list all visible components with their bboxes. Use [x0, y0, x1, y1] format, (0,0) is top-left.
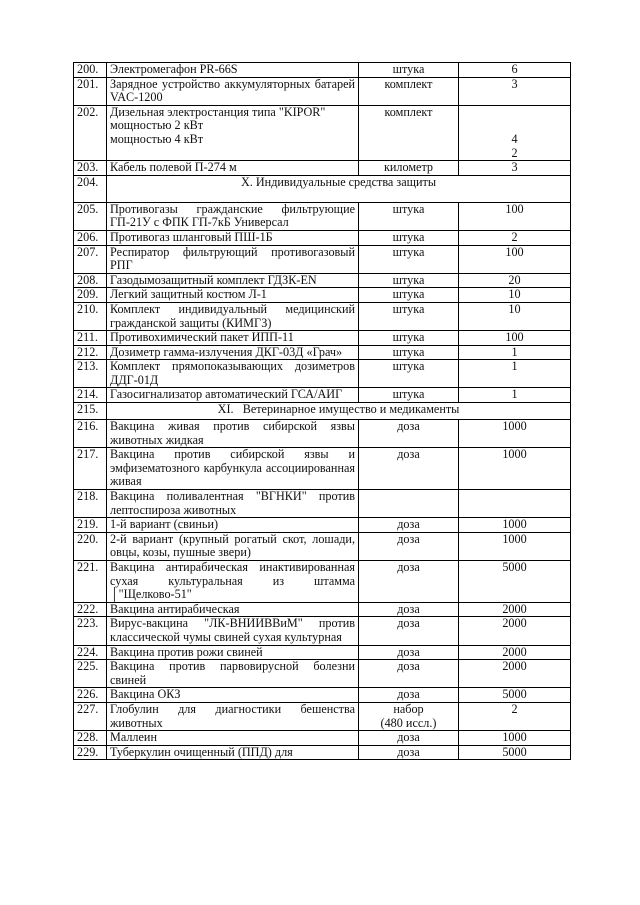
row-number: 222. [74, 602, 107, 617]
unit-of-measure-line: доза [397, 616, 420, 631]
quantity-line: 2000 [502, 616, 527, 631]
item-name [107, 490, 359, 518]
item-name [107, 617, 359, 645]
quantity [459, 448, 571, 490]
unit-of-measure-line: штука [392, 387, 425, 402]
row-number: 228. [74, 731, 107, 746]
item-name-line: Комплект прямопоказывающих дозиметров ДДГ-01Д [110, 359, 355, 387]
item-name [107, 77, 359, 105]
quantity [459, 105, 571, 160]
item-name-line: Глобулин для диагностики бешенства животных [110, 701, 355, 730]
item-name-line: Дизельная электростанция типа "KIPOR" [110, 104, 326, 119]
item-name [107, 230, 359, 245]
inventory-table [73, 62, 571, 760]
row-number: 210. [74, 302, 107, 330]
unit-of-measure [359, 288, 459, 303]
item-name-line: Респиратор фильтрующий противогазовый РПГ [110, 244, 355, 273]
section-title: X. Индивидуальные средства защиты [107, 175, 571, 202]
quantity [459, 245, 571, 273]
unit-of-measure-line: километр [383, 160, 434, 175]
unit-of-measure [359, 602, 459, 617]
unit-of-measure-line: доза [397, 447, 420, 462]
quantity [459, 561, 571, 603]
unit-of-measure [359, 420, 459, 448]
row-number: 218. [74, 490, 107, 518]
item-name-line: Вакцина антирабическая инактивированная сухая культуральная из штамма │"Щелково-51" [110, 560, 355, 602]
unit-of-measure [359, 161, 459, 176]
table-row [74, 230, 571, 245]
unit-of-measure [359, 518, 459, 533]
unit-of-measure-line: доза [397, 531, 420, 546]
unit-of-measure-line: доза [397, 419, 420, 434]
quantity [459, 77, 571, 105]
table-row [74, 518, 571, 533]
unit-of-measure [359, 731, 459, 746]
item-name-line: Вирус-вакцина "ЛК-ВНИИВВиМ" против классической чумы свиней сухая культурная [110, 616, 355, 644]
unit-of-measure [359, 331, 459, 346]
quantity [459, 660, 571, 688]
item-name-line: Кабель полевой П-274 м [110, 160, 237, 175]
unit-of-measure [359, 360, 459, 388]
quantity-line [462, 490, 567, 504]
quantity-line: 100 [505, 201, 524, 216]
table-row [74, 532, 571, 560]
row-number: 217. [74, 448, 107, 490]
item-name [107, 688, 359, 703]
unit-of-measure [359, 273, 459, 288]
item-name [107, 245, 359, 273]
item-name-line: Легкий защитный костюм Л-1 [110, 287, 267, 302]
row-number: 214. [74, 388, 107, 403]
item-name [107, 532, 359, 560]
unit-of-measure-line: (480 иссл.) [380, 715, 437, 730]
item-name-line: 2-й вариант (крупный рогатый скот, лошади, овцы, козы, пушные звери) [110, 531, 355, 560]
item-name-line: мощностью 4 кВт [110, 131, 204, 146]
item-name-line: Зарядное устройство аккумуляторных батарей VAC-1200 [110, 76, 355, 105]
table-row [74, 302, 571, 330]
item-name [107, 360, 359, 388]
unit-of-measure-line: штука [392, 287, 425, 302]
item-name-line: Туберкулин очищенный (ППД) для [110, 744, 293, 759]
item-name [107, 105, 359, 160]
quantity-line: 1 [511, 387, 518, 402]
row-number: 225. [74, 660, 107, 688]
item-name [107, 702, 359, 730]
quantity [459, 302, 571, 330]
quantity-line: 20 [508, 272, 521, 287]
quantity [459, 420, 571, 448]
unit-of-measure-line: доза [397, 730, 420, 745]
row-number: 220. [74, 532, 107, 560]
table-row [74, 202, 571, 230]
unit-of-measure [359, 660, 459, 688]
quantity [459, 360, 571, 388]
quantity-line: 10 [508, 301, 521, 316]
section-header-row [74, 403, 571, 420]
unit-of-measure [359, 63, 459, 78]
item-name [107, 745, 359, 760]
quantity [459, 345, 571, 360]
unit-of-measure [359, 105, 459, 160]
item-name [107, 602, 359, 617]
quantity [459, 490, 571, 518]
unit-of-measure-line: доза [397, 560, 420, 574]
unit-of-measure-line: штука [392, 330, 425, 345]
quantity [459, 161, 571, 176]
table-row [74, 702, 571, 730]
quantity [459, 273, 571, 288]
row-number: 223. [74, 617, 107, 645]
inventory-table-body [74, 63, 571, 760]
unit-of-measure-line: штука [392, 344, 425, 359]
item-name [107, 345, 359, 360]
unit-of-measure-line: доза [397, 659, 420, 674]
quantity-line [462, 119, 567, 133]
quantity [459, 288, 571, 303]
quantity [459, 202, 571, 230]
unit-of-measure [359, 745, 459, 760]
item-name [107, 731, 359, 746]
table-row [74, 77, 571, 105]
table-row [74, 273, 571, 288]
row-number: 207. [74, 245, 107, 273]
unit-of-measure [359, 490, 459, 518]
unit-of-measure-line [362, 490, 455, 504]
item-name-line: Вакцина против рожи свиней [110, 644, 263, 659]
row-number: 208. [74, 273, 107, 288]
unit-of-measure [359, 345, 459, 360]
row-number: 213. [74, 360, 107, 388]
item-name-line: Комплект индивидуальный медицинский гражданской защиты (КИМГЗ) [110, 301, 355, 330]
unit-of-measure-line: набор [393, 701, 424, 716]
quantity-line: 1 [511, 344, 518, 359]
row-number: 224. [74, 645, 107, 660]
item-name-line: Вакцина поливалентная "ВГНКИ" против лептоспироза животных [110, 489, 355, 517]
row-number: 203. [74, 161, 107, 176]
unit-of-measure [359, 617, 459, 645]
item-name [107, 388, 359, 403]
item-name-line: Маллеин [110, 730, 157, 745]
table-row [74, 105, 571, 160]
quantity-line: 3 [511, 76, 518, 91]
item-name-line: Противогаз шланговый ПШ-1Б [110, 229, 273, 244]
row-number: 206. [74, 230, 107, 245]
row-number: 226. [74, 688, 107, 703]
unit-of-measure [359, 202, 459, 230]
unit-of-measure [359, 532, 459, 560]
quantity [459, 230, 571, 245]
quantity-line: 4 [511, 131, 518, 146]
unit-of-measure [359, 388, 459, 403]
unit-of-measure-line: комплект [384, 76, 433, 91]
quantity [459, 731, 571, 746]
row-number: 211. [74, 331, 107, 346]
table-row [74, 388, 571, 403]
table-row [74, 561, 571, 603]
row-number: 212. [74, 345, 107, 360]
item-name-line: Вакцина живая против сибирской язвы животных жидкая [110, 419, 355, 447]
table-row [74, 345, 571, 360]
unit-of-measure-line: комплект [384, 104, 433, 119]
quantity-line: 1000 [502, 419, 527, 434]
item-name-line: Вакцина против сибирской язвы и эмфизематозного карбункула ассоциированная живая [110, 447, 355, 489]
quantity [459, 63, 571, 78]
quantity [459, 388, 571, 403]
unit-of-measure-line: доза [397, 517, 420, 532]
item-name [107, 288, 359, 303]
unit-of-measure [359, 561, 459, 603]
quantity-line: 6 [511, 62, 518, 76]
row-number: 205. [74, 202, 107, 230]
table-row [74, 420, 571, 448]
section-header-row [74, 175, 571, 202]
table-row [74, 288, 571, 303]
quantity-line: 2000 [502, 659, 527, 674]
quantity [459, 602, 571, 617]
unit-of-measure [359, 302, 459, 330]
quantity-line: 2 [511, 229, 518, 244]
item-name-line: Электромегафон PR-66S [110, 62, 238, 76]
item-name [107, 273, 359, 288]
unit-of-measure [359, 245, 459, 273]
item-name-line: мощностью 2 кВт [110, 118, 204, 133]
unit-of-measure [359, 77, 459, 105]
table-row [74, 660, 571, 688]
row-number: 219. [74, 518, 107, 533]
item-name-line: Вакцина антирабическая [110, 601, 240, 616]
item-name [107, 161, 359, 176]
table-row [74, 360, 571, 388]
unit-of-measure [359, 702, 459, 730]
quantity-line [462, 106, 567, 120]
section-title: XI. Ветеринарное имущество и медикаменты [107, 403, 571, 420]
unit-of-measure-line: штука [392, 301, 425, 316]
table-row [74, 731, 571, 746]
quantity-line: 100 [505, 244, 524, 259]
quantity-line: 5000 [502, 560, 527, 574]
item-name [107, 561, 359, 603]
item-name-line: Газосигнализатор автоматический ГСА/АИГ [110, 387, 343, 402]
table-row [74, 448, 571, 490]
quantity-line: 5000 [502, 687, 527, 702]
row-number: 216. [74, 420, 107, 448]
item-name [107, 448, 359, 490]
quantity-line: 100 [505, 330, 524, 345]
quantity [459, 745, 571, 760]
quantity-line: 2000 [502, 644, 527, 659]
table-row [74, 688, 571, 703]
unit-of-measure [359, 230, 459, 245]
item-name [107, 63, 359, 78]
quantity [459, 617, 571, 645]
row-number: 202. [74, 105, 107, 160]
quantity-line: 1 [511, 359, 518, 374]
unit-of-measure-line: доза [397, 744, 420, 759]
unit-of-measure-line: доза [397, 644, 420, 659]
table-row [74, 617, 571, 645]
quantity [459, 331, 571, 346]
unit-of-measure [359, 688, 459, 703]
quantity-line: 1000 [502, 531, 527, 546]
table-row [74, 745, 571, 760]
quantity-line: 1000 [502, 447, 527, 462]
item-name [107, 420, 359, 448]
item-name-line: 1-й вариант (свиньи) [110, 517, 219, 532]
unit-of-measure-line: штука [392, 229, 425, 244]
item-name [107, 202, 359, 230]
quantity-line: 1000 [502, 517, 527, 532]
item-name-line: Вакцина против парвовирусной болезни свиней [110, 659, 355, 687]
row-number: 201. [74, 77, 107, 105]
quantity-line: 5000 [502, 744, 527, 759]
quantity [459, 532, 571, 560]
quantity-line: 10 [508, 287, 521, 302]
row-number: 209. [74, 288, 107, 303]
unit-of-measure-line: штука [392, 359, 425, 374]
quantity [459, 518, 571, 533]
row-number: 204. [74, 175, 107, 202]
table-row [74, 63, 571, 78]
table-row [74, 490, 571, 518]
item-name [107, 302, 359, 330]
item-name-line: Противогазы гражданские фильтрующие ГП-21У с ФПК ГП-7кБ Универсал [110, 201, 355, 230]
unit-of-measure-line: штука [392, 201, 425, 216]
unit-of-measure [359, 448, 459, 490]
item-name-line: Противохимический пакет ИПП-11 [110, 330, 294, 345]
item-name-line: Дозиметр гамма-излучения ДКГ-03Д «Грач» [110, 344, 343, 359]
unit-of-measure [359, 645, 459, 660]
quantity-line: 3 [511, 160, 518, 175]
unit-of-measure-line: доза [397, 687, 420, 702]
quantity-line: 2 [511, 145, 518, 160]
item-name [107, 331, 359, 346]
item-name [107, 518, 359, 533]
quantity-line: 2 [511, 701, 518, 716]
table-row [74, 331, 571, 346]
table-row [74, 602, 571, 617]
quantity-line: 2000 [502, 601, 527, 616]
quantity-line: 1000 [502, 730, 527, 745]
table-row [74, 161, 571, 176]
row-number: 229. [74, 745, 107, 760]
unit-of-measure-line: штука [392, 272, 425, 287]
row-number: 215. [74, 403, 107, 420]
item-name-line: Вакцина ОКЗ [110, 687, 181, 702]
quantity [459, 688, 571, 703]
quantity [459, 645, 571, 660]
row-number: 227. [74, 702, 107, 730]
quantity [459, 702, 571, 730]
unit-of-measure-line: штука [392, 62, 425, 76]
unit-of-measure-line: доза [397, 601, 420, 616]
table-row [74, 245, 571, 273]
item-name [107, 645, 359, 660]
row-number: 221. [74, 561, 107, 603]
item-name-line: Газодымозащитный комплект ГДЗК-EN [110, 272, 317, 287]
unit-of-measure-line: штука [392, 244, 425, 259]
item-name [107, 660, 359, 688]
row-number: 200. [74, 63, 107, 78]
table-row [74, 645, 571, 660]
